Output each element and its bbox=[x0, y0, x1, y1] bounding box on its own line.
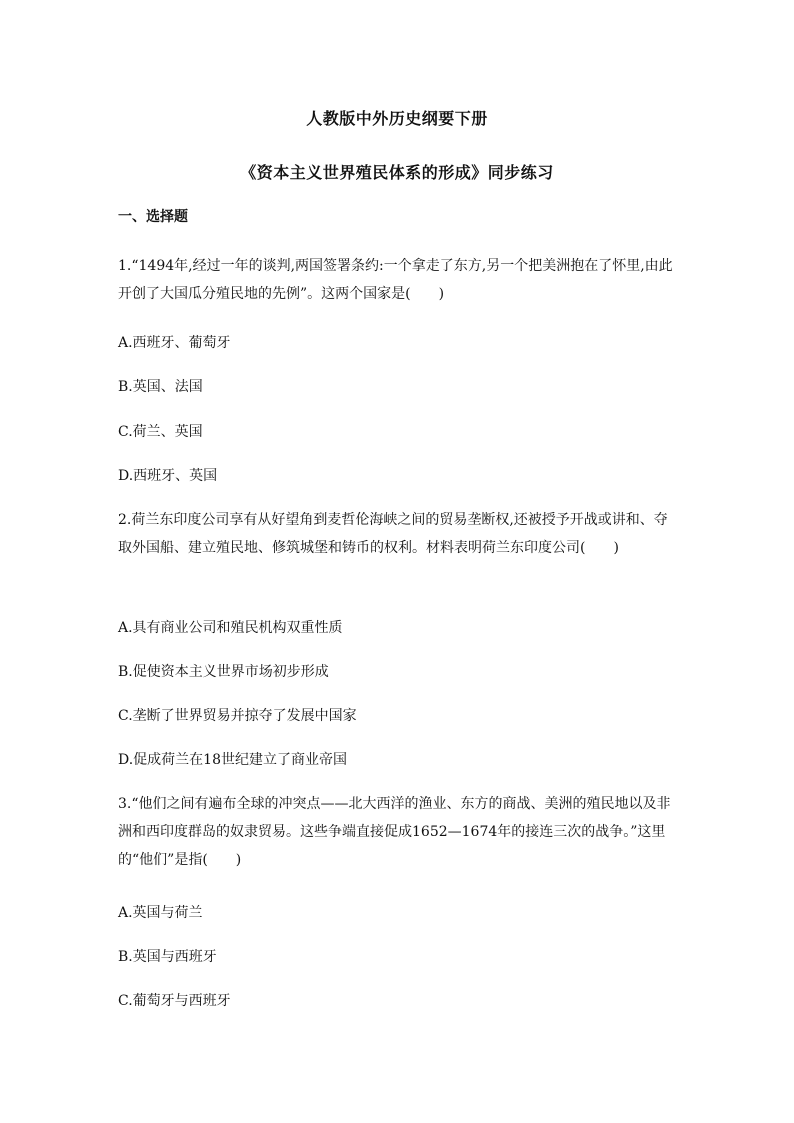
question-1-option-b: B.英国、法国 bbox=[118, 379, 203, 395]
question-1-stem: 1.“1494年,经过一年的谈判,两国签署条约:一个拿走了东方,另一个把美洲抱在了怀里,由此开创了大国瓜分殖民地的先例”。这两个国家是( ) bbox=[118, 258, 673, 302]
question-2-option-b: B.促使资本主义世界市场初步形成 bbox=[118, 664, 329, 680]
question-3-stem: 3.“他们之间有遍布全球的冲突点——北大西洋的渔业、东方的商战、美洲的殖民地以及非洲和西印度群岛的奴隶贸易。这些争端直接促成1652—1674年的接连三次的战争。”这里的“他们”是指( ) bbox=[118, 796, 671, 868]
question-3-option-b: B.英国与西班牙 bbox=[118, 949, 217, 965]
question-1-option-c: C.荷兰、英国 bbox=[118, 424, 203, 440]
question-2-option-c: C.垄断了世界贸易并掠夺了发展中国家 bbox=[118, 708, 357, 724]
question-1-option-d: D.西班牙、英国 bbox=[118, 468, 218, 484]
question-2-option-a: A.具有商业公司和殖民机构双重性质 bbox=[118, 620, 343, 636]
question-1-option-a: A.西班牙、葡萄牙 bbox=[118, 335, 231, 351]
question-2-option-d: D.促成荷兰在18世纪建立了商业帝国 bbox=[118, 752, 347, 768]
question-3-option-c: C.葡萄牙与西班牙 bbox=[118, 993, 231, 1009]
document-title: 人教版中外历史纲要下册 bbox=[306, 109, 488, 128]
question-2-stem: 2.荷兰东印度公司享有从好望角到麦哲伦海峡之间的贸易垄断权,还被授予开战或讲和、夺取外国船、建立殖民地、修筑城堡和铸币的权利。材料表明荷兰东印度公司( ) bbox=[118, 512, 668, 556]
document-subtitle: 《资本主义世界殖民体系的形成》同步练习 bbox=[240, 163, 554, 182]
question-3-option-a: A.英国与荷兰 bbox=[118, 905, 203, 921]
section-heading: 一、选择题 bbox=[118, 209, 188, 225]
